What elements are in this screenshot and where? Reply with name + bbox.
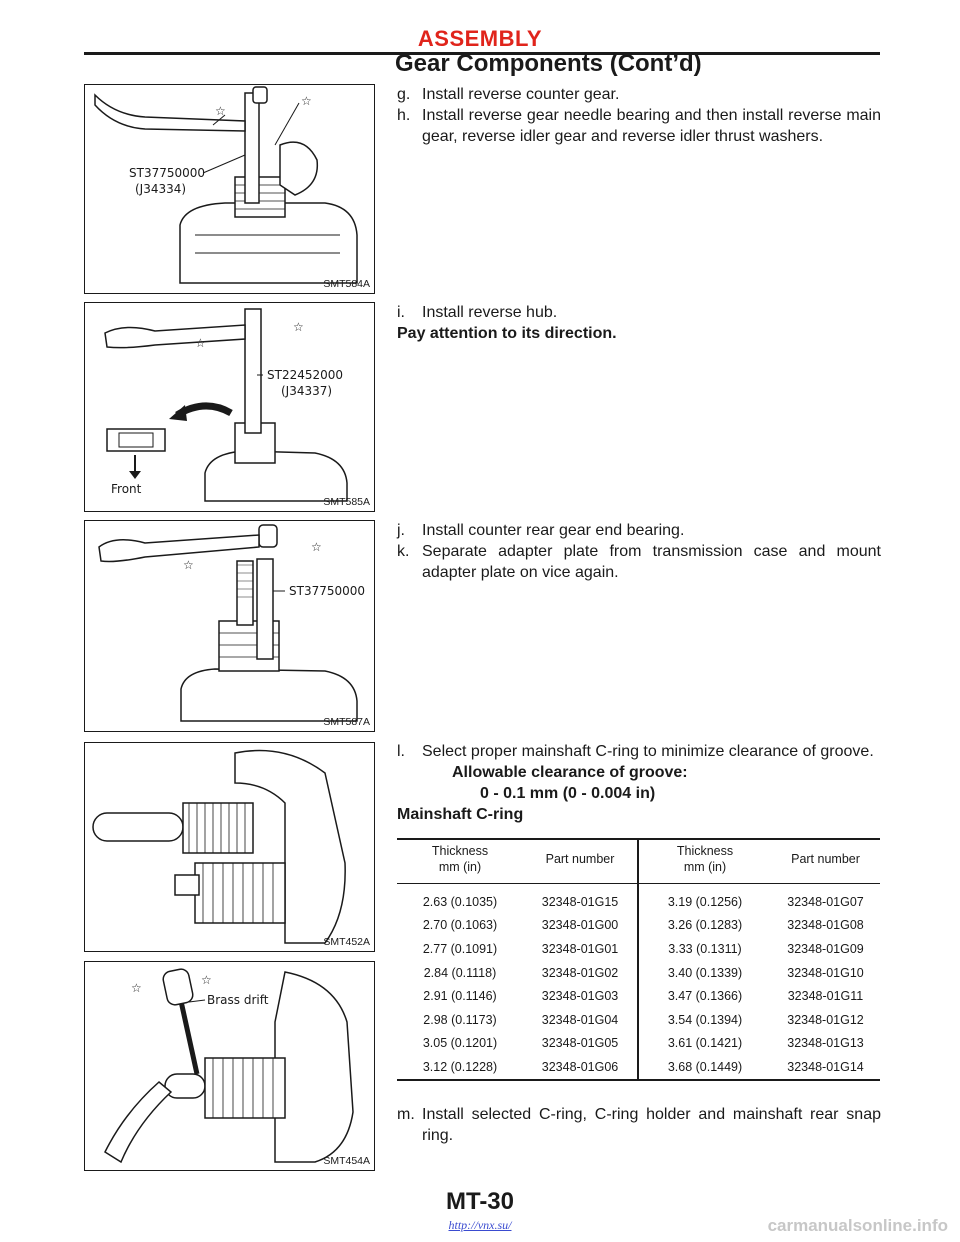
steps-group-m <box>397 1104 881 1146</box>
section-title: ASSEMBLY <box>417 26 543 51</box>
c-ring-table <box>397 838 880 1081</box>
step-m <box>397 1104 881 1146</box>
step-label: g. <box>397 86 411 103</box>
step-text: Install counter rear gear end bearing. <box>422 522 685 539</box>
figure-brass-drift <box>84 961 375 1171</box>
table-row <box>397 984 880 1008</box>
table-cell: 32348-01G00 <box>523 914 638 938</box>
step-label: j. <box>397 522 405 539</box>
illustration-reverse-hub <box>85 303 374 511</box>
star-icon: ☆ <box>293 320 304 334</box>
steps-group-jk <box>397 520 881 583</box>
table-cell: 3.40 (0.1339) <box>667 965 743 980</box>
column-header-label: Thickness <box>431 844 489 858</box>
star-icon: ☆ <box>195 336 206 350</box>
table-cell: 2.98 (0.1173) <box>423 1012 497 1027</box>
figure-id: SMT584A <box>323 278 370 290</box>
spec-label: Allowable clearance of groove: <box>452 764 688 781</box>
column-header-unit: mm (in) <box>683 860 727 874</box>
step-l <box>397 741 881 762</box>
tool-callout-alt: (J34334) <box>135 182 187 196</box>
step-text: Separate adapter plate from transmission case and mount adapter plate on vice again. <box>422 543 881 581</box>
table-cell: 32348-01G02 <box>523 961 638 985</box>
tool-callout: ST22452000 <box>267 368 344 382</box>
table-cell: 32348-01G07 <box>787 894 864 909</box>
table-row <box>397 914 880 938</box>
column-header-part-number: Part number <box>791 852 860 866</box>
front-label: Front <box>111 482 142 496</box>
figure-reverse-counter-gear <box>84 84 375 294</box>
table-cell: 32348-01G14 <box>787 1059 864 1074</box>
table-cell: 2.70 (0.1063) <box>422 918 498 933</box>
table-cell: 32348-01G04 <box>523 1008 638 1032</box>
illustration-counter-bearing <box>85 521 374 731</box>
steps-group-gh <box>397 84 881 147</box>
table-cell: 3.05 (0.1201) <box>422 1036 498 1051</box>
illustration-brass-drift <box>85 962 374 1170</box>
step-label: h. <box>397 107 411 124</box>
table-cell: 3.19 (0.1256) <box>667 894 743 909</box>
table-row <box>397 937 880 961</box>
table-row <box>397 1008 880 1032</box>
page-number: MT-30 <box>445 1188 514 1215</box>
table-cell: 32348-01G01 <box>523 937 638 961</box>
page-title: Gear Components (Cont’d) <box>395 50 702 77</box>
table-cell: 2.84 (0.1118) <box>423 965 497 980</box>
figure-id: SMT587A <box>323 716 370 728</box>
source-link[interactable]: http://vnx.su/ <box>448 1218 512 1232</box>
column-header-thickness <box>638 839 771 884</box>
tool-callout: ST37750000 <box>129 166 206 180</box>
table-cell: 32348-01G13 <box>787 1036 864 1051</box>
table-cell: 32348-01G03 <box>523 984 638 1008</box>
step-i-note: Pay attention to its direction. <box>397 325 617 342</box>
table-cell: 32348-01G05 <box>523 1032 638 1056</box>
table-cell: 32348-01G11 <box>787 989 864 1004</box>
table-cell: 3.54 (0.1394) <box>667 1012 743 1027</box>
column-header-thickness <box>397 839 523 884</box>
table-row <box>397 884 880 914</box>
star-icon: ☆ <box>215 104 226 118</box>
table-cell: 32348-01G06 <box>523 1055 638 1080</box>
figure-id: SMT452A <box>323 936 370 948</box>
table-cell: 3.12 (0.1228) <box>422 1059 498 1074</box>
spec-value: 0 - 0.1 mm (0 - 0.004 in) <box>480 785 656 802</box>
table-cell: 32348-01G15 <box>523 884 638 914</box>
watermark: carmanualsonline.info <box>767 1216 948 1235</box>
step-text: Select proper mainshaft C-ring to minimize clearance of groove. <box>422 743 874 760</box>
step-text: Install reverse counter gear. <box>422 86 620 103</box>
step-h <box>397 105 881 147</box>
step-k <box>397 541 881 583</box>
step-text: Install selected C-ring, C-ring holder and mainshaft rear snap ring. <box>422 1106 881 1144</box>
step-label: m. <box>397 1106 415 1123</box>
table-cell: 32348-01G10 <box>787 965 864 980</box>
step-i <box>397 302 881 323</box>
steps-group-l <box>397 741 881 825</box>
column-header-part-number: Part number <box>523 839 638 884</box>
star-icon: ☆ <box>131 981 142 995</box>
step-label: l. <box>397 743 405 760</box>
table-row <box>397 1055 880 1080</box>
star-icon: ☆ <box>301 94 312 108</box>
table-title: Mainshaft C-ring <box>397 806 524 823</box>
table-header-row <box>397 839 880 884</box>
star-icon: ☆ <box>201 973 212 987</box>
table-cell: 3.61 (0.1421) <box>667 1036 743 1051</box>
step-j <box>397 520 881 541</box>
illustration-gear-install <box>85 85 374 293</box>
tool-callout: Brass drift <box>207 993 269 1007</box>
table-row <box>397 1032 880 1056</box>
table-cell: 3.33 (0.1311) <box>668 941 742 956</box>
table-cell: 2.77 (0.1091) <box>422 941 498 956</box>
figure-id: SMT454A <box>323 1155 370 1167</box>
column-header-label: Thickness <box>676 844 734 858</box>
table-cell: 32348-01G08 <box>787 918 864 933</box>
tool-callout-alt: (J34337) <box>281 384 333 398</box>
column-header-unit: mm (in) <box>438 860 482 874</box>
step-g <box>397 84 881 105</box>
step-text: Install reverse gear needle bearing and then install reverse main gear, reverse idler gear and reverse idler thrust washers. <box>422 107 881 145</box>
table-cell: 3.47 (0.1366) <box>667 989 743 1004</box>
figure-counter-rear-bearing <box>84 520 375 732</box>
steps-group-i <box>397 302 881 344</box>
step-label: k. <box>397 543 410 560</box>
figure-reverse-hub <box>84 302 375 512</box>
table-cell: 3.26 (0.1283) <box>667 918 743 933</box>
table-cell: 2.91 (0.1146) <box>423 989 497 1004</box>
figure-mainshaft-c-ring <box>84 742 375 952</box>
table-cell: 32348-01G09 <box>787 941 864 956</box>
star-icon: ☆ <box>183 558 194 572</box>
table-row <box>397 961 880 985</box>
step-text: Install reverse hub. <box>422 304 558 321</box>
table-cell: 2.63 (0.1035) <box>422 894 498 909</box>
illustration-mainshaft-assembly <box>85 743 374 951</box>
table-cell: 3.68 (0.1449) <box>667 1059 743 1074</box>
figure-id: SMT585A <box>323 496 370 508</box>
step-label: i. <box>397 304 405 321</box>
tool-callout: ST37750000 <box>289 584 366 598</box>
star-icon: ☆ <box>311 540 322 554</box>
table-cell: 32348-01G12 <box>787 1012 864 1027</box>
